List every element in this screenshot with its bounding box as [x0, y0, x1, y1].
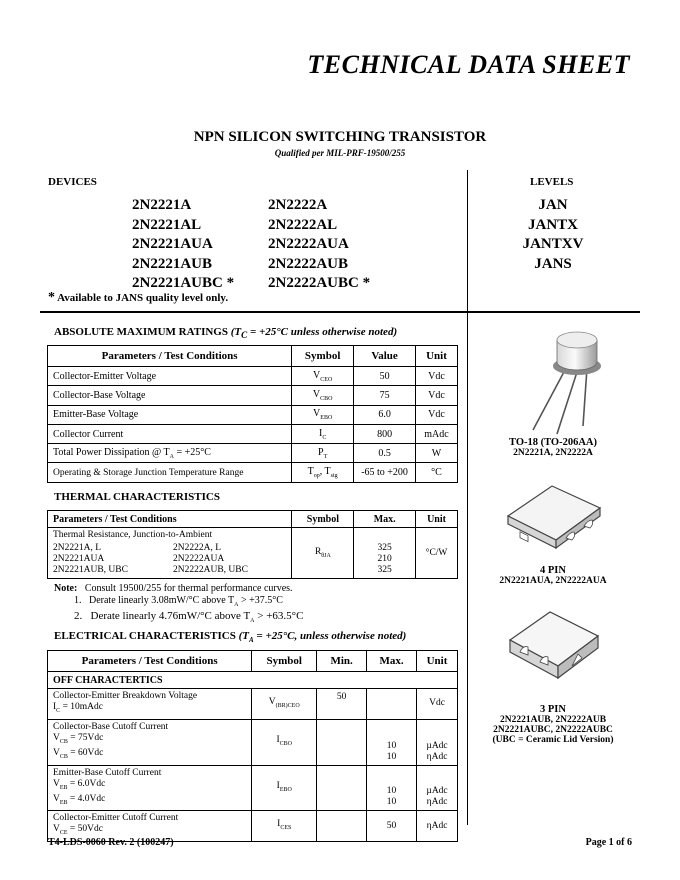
page-number: Page 1 of 6	[585, 837, 632, 848]
thermal-heading: THERMAL CHARACTERISTICS	[54, 491, 220, 503]
ua-label	[468, 565, 638, 586]
col-header: Symbol	[292, 346, 354, 367]
col-header: Parameters / Test Conditions	[48, 346, 292, 367]
note-label: Note:	[54, 583, 78, 594]
electrical-table	[47, 650, 458, 842]
qualification-text: Qualified per MIL-PRF-19500/255	[274, 148, 406, 158]
table-header-row	[48, 346, 458, 367]
thermal-notes	[54, 583, 303, 628]
unit-cell: µAdc ηAdc	[417, 765, 458, 811]
ua-4pin-package-image	[500, 478, 608, 554]
device-item: 2N2221AL	[132, 216, 202, 233]
table-row	[48, 424, 458, 443]
document-id: T4-LDS-0060 Rev. 2 (100247)	[48, 837, 174, 848]
col-header: Unit	[416, 346, 458, 367]
levels-list	[468, 196, 638, 274]
package-devices: 2N2221AUB, 2N2222AUB	[499, 715, 607, 725]
footnote-text: Available to JANS quality level only.	[57, 292, 229, 304]
package-name: 3 PIN	[540, 704, 566, 715]
col-header: Parameters / Test Conditions	[48, 511, 292, 528]
col-header: Symbol	[252, 651, 317, 672]
product-subtitle: NPN SILICON SWITCHING TRANSISTOR	[193, 129, 487, 145]
col-header: Min.	[317, 651, 367, 672]
unit-cell: Vdc	[417, 689, 458, 720]
symbol-cell: $P_T$	[292, 444, 354, 463]
document-title: TECHNICAL DATA SHEET	[307, 50, 630, 79]
col-header: Value	[354, 346, 416, 367]
value-cell: 6.0	[354, 405, 416, 424]
to18-label	[468, 437, 638, 458]
table-row	[48, 367, 458, 386]
note-text: Consult 19500/255 for thermal performance curves.	[84, 583, 293, 594]
device-item: 2N2221AUBC *	[132, 275, 235, 291]
device-item: 2N2222A	[268, 197, 328, 213]
electrical-heading: ELECTRICAL CHARACTERISTICS ($T_A = +25^\circ C$, unless otherwise noted)	[54, 630, 407, 645]
level-item: JAN	[538, 197, 568, 213]
table-header-row	[48, 511, 458, 528]
abs-max-heading	[54, 326, 397, 340]
symbol-cell: $I_{CBO}$	[252, 719, 317, 765]
param-cell: Collector-Base Cutoff Current $V_{CB} = 75Vdc$ $V_{CB} = 60Vdc$	[48, 719, 252, 765]
max-cell: 10 10	[367, 719, 417, 765]
param-cell: Emitter-Base Voltage	[48, 405, 292, 424]
level-item: JANTX	[527, 216, 578, 233]
level-item: JANTXV	[522, 236, 584, 252]
device-group: 2N2222A, L	[173, 543, 222, 553]
unit-cell: µAdc ηAdc	[417, 719, 458, 765]
note-item: 1. Derate linearly 3.08mW/°C above $T_A > +37.5^\circ C$	[74, 594, 283, 608]
max-cell: 10 10	[367, 765, 417, 811]
package-devices: 2N2221AUA, 2N2222AUA	[499, 576, 607, 586]
abs-max-cond-rest: = +25°C unless otherwise noted)	[247, 326, 398, 338]
note-item: 2. Derate linearly 4.76mW/°C above $T_A > +63.5^\circ C$	[74, 610, 304, 625]
table-row	[48, 689, 458, 720]
ub-3pin-package-image	[500, 602, 608, 686]
table-row	[48, 528, 458, 579]
unit-cell: ηAdc	[417, 811, 458, 842]
device-list-2n2221	[132, 196, 234, 294]
symbol-cell: $V_{(BR)CEO}$	[252, 689, 317, 720]
table-row	[48, 386, 458, 405]
ub-label	[468, 704, 638, 745]
param-cell: Total Power Dissipation @ $T_A = +25^\circ C$	[48, 444, 292, 463]
table-row	[48, 463, 458, 482]
unit-cell: Vdc	[416, 386, 458, 405]
device-item: 2N2221AUB	[132, 255, 213, 272]
unit-cell: Vdc	[416, 405, 458, 424]
device-group: 2N2221AUA	[53, 554, 105, 564]
package-devices: 2N2221AUBC, 2N2222AUBC	[493, 725, 613, 735]
unit-cell: mAdc	[416, 424, 458, 443]
device-list-2n2222	[268, 196, 370, 294]
symbol-cell: $I_C$	[292, 424, 354, 443]
package-name: 4 PIN	[540, 565, 566, 576]
symbol-cell: $T_{op}$, $T_{stg}$	[292, 463, 354, 482]
jans-footnote	[48, 290, 228, 306]
table-header-row	[48, 651, 458, 672]
unit-cell: °C/W	[416, 528, 458, 579]
param-cell: Emitter-Base Cutoff Current $V_{EB} = 6.0Vdc$ $V_{EB} = 4.0Vdc$	[48, 765, 252, 811]
param-cell: Collector-Emitter Cutoff Current $V_{CE} = 50Vdc$	[48, 811, 252, 842]
footnote-star: *	[48, 290, 55, 305]
value-cell: 325 210 325	[354, 528, 416, 579]
param-title: Thermal Resistance, Junction-to-Ambient	[53, 530, 213, 540]
levels-label: LEVELS	[530, 176, 574, 188]
value-cell: 50	[354, 367, 416, 386]
min-cell	[317, 811, 367, 842]
col-header: Symbol	[292, 511, 354, 528]
min-cell	[317, 719, 367, 765]
symbol-cell: $V_{CBO}$	[292, 386, 354, 405]
min-cell: 50	[317, 689, 367, 720]
package-note: (UBC = Ceramic Lid Version)	[492, 735, 614, 745]
param-cell: Collector-Base Voltage	[48, 386, 292, 405]
table-row	[48, 405, 458, 424]
abs-max-cond-sub: C	[241, 330, 248, 341]
device-item: 2N2222AUA	[268, 236, 349, 252]
symbol-cell: $V_{EBO}$	[292, 405, 354, 424]
device-group: 2N2221AUB, UBC	[53, 565, 128, 575]
horizontal-divider	[40, 311, 640, 313]
device-group: 2N2221A, L	[53, 543, 102, 553]
device-item: 2N2221AUA	[132, 236, 213, 252]
param-cell: Collector Current	[48, 424, 292, 443]
device-item: 2N2221A	[132, 197, 192, 213]
package-name: TO-18 (TO-206AA)	[509, 437, 597, 448]
table-row	[48, 444, 458, 463]
value-cell: 75	[354, 386, 416, 405]
max-cell: 50	[367, 811, 417, 842]
value-cell: 800	[354, 424, 416, 443]
package-devices: 2N2221A, 2N2222A	[513, 448, 593, 458]
thermal-table	[47, 510, 458, 579]
section-row	[48, 672, 458, 689]
abs-max-table	[47, 345, 458, 483]
symbol-cell: $I_{CES}$	[252, 811, 317, 842]
min-cell	[317, 765, 367, 811]
unit-cell: Vdc	[416, 367, 458, 386]
device-item: 2N2222AUB	[268, 255, 349, 272]
electrical-title: ELECTRICAL CHARACTERISTICS	[54, 630, 236, 642]
level-item: JANS	[534, 255, 572, 272]
section-label: OFF CHARACTERTICS	[48, 672, 458, 689]
col-header: Unit	[417, 651, 458, 672]
unit-cell: W	[416, 444, 458, 463]
unit-cell: °C	[416, 463, 458, 482]
max-cell	[367, 689, 417, 720]
col-header: Max.	[354, 511, 416, 528]
device-item: 2N2222AL	[268, 216, 338, 233]
symbol-cell: $V_{CEO}$	[292, 367, 354, 386]
param-cell: Operating & Storage Junction Temperature Range	[48, 463, 292, 482]
to18-package-image	[505, 322, 605, 438]
param-cell: Collector-Emitter Breakdown Voltage $I_C$ = 10mAdc	[48, 689, 252, 720]
abs-max-title: ABSOLUTE MAXIMUM RATINGS	[54, 326, 228, 338]
device-group: 2N2222AUB, UBC	[173, 565, 248, 575]
symbol-cell: $I_{EBO}$	[252, 765, 317, 811]
symbol-cell: $R_{\theta JA}$	[292, 528, 354, 579]
col-header: Unit	[416, 511, 458, 528]
abs-max-cond: (T	[230, 326, 242, 338]
device-item: 2N2222AUBC *	[268, 275, 371, 291]
param-cell	[48, 528, 292, 579]
table-row	[48, 719, 458, 765]
device-group: 2N2222AUA	[173, 554, 225, 564]
col-header: Parameters / Test Conditions	[48, 651, 252, 672]
value-cell: -65 to +200	[354, 463, 416, 482]
value-cell: 0.5	[354, 444, 416, 463]
devices-label: DEVICES	[48, 176, 97, 188]
param-cell: Collector-Emitter Voltage	[48, 367, 292, 386]
table-row	[48, 765, 458, 811]
col-header: Max.	[367, 651, 417, 672]
